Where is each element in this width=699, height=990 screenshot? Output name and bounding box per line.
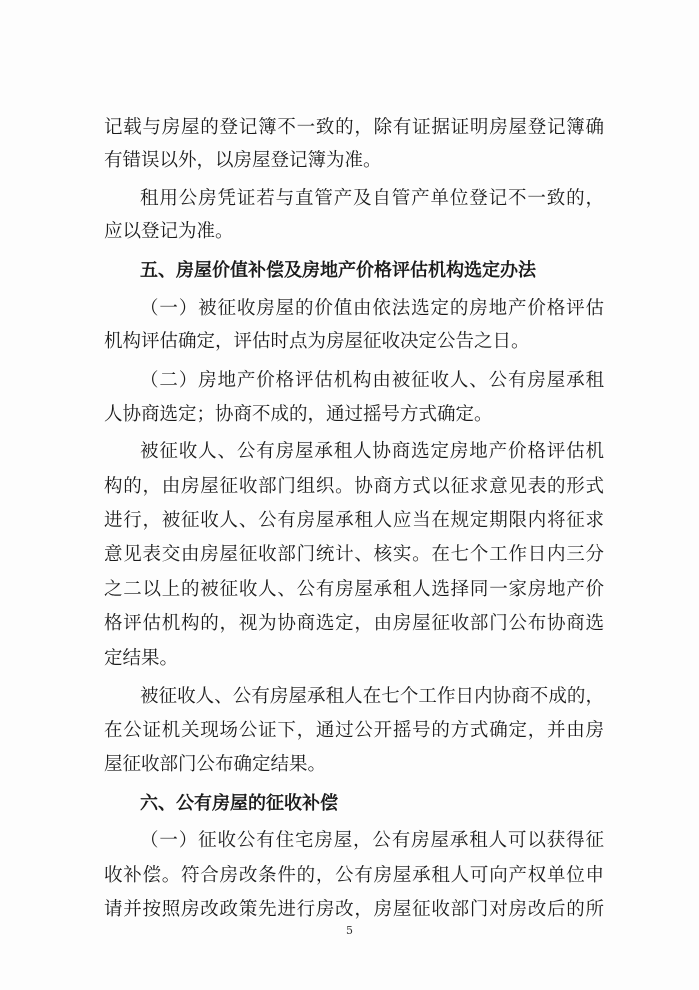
section-heading: 六、公有房屋的征收补偿: [140, 793, 338, 814]
paragraph-line: 之二以上的被征收人、公有房屋承租人选择同一家房地产价: [104, 579, 604, 600]
paragraph-line: 记载与房屋的登记簿不一致的，除有证据证明房屋登记簿确: [104, 117, 604, 138]
paragraph-line: 收补偿。符合房改条件的，公有房屋承租人可向产权单位申: [104, 865, 604, 886]
paragraph-line: （一）被征收房屋的价值由依法选定的房地产价格评估: [140, 298, 604, 319]
paragraph-line: 租用公房凭证若与直管产及自管产单位登记不一致的，: [140, 188, 604, 209]
paragraph-line: 请并按照房改政策先进行房改，房屋征收部门对房改后的所: [104, 899, 604, 920]
paragraph-line: 格评估机构的，视为协商选定，由房屋征收部门公布协商选: [104, 613, 604, 634]
page-number: 5: [346, 924, 353, 937]
paragraph-line: 机构评估确定，评估时点为房屋征收决定公告之日。: [104, 331, 530, 352]
section-heading: 五、房屋价值补偿及房地产价格评估机构选定办法: [140, 260, 536, 281]
paragraph-line: 进行，被征收人、公有房屋承租人应当在规定期限内将征求: [104, 510, 604, 531]
paragraph-line: 被征收人、公有房屋承租人协商选定房地产价格评估机: [140, 441, 604, 462]
paragraph-line: 定结果。: [104, 648, 179, 669]
paragraph-line: 应以登记为准。: [104, 221, 234, 242]
paragraph-line: （一）征收公有住宅房屋，公有房屋承租人可以获得征: [140, 830, 604, 851]
paragraph-line: 在公证机关现场公证下，通过公开摇号的方式确定，并由房: [104, 720, 604, 741]
paragraph-line: 构的，由房屋征收部门组织。协商方式以征求意见表的形式: [104, 476, 604, 497]
paragraph-line: 有错误以外，以房屋登记簿为准。: [104, 150, 382, 171]
paragraph-line: 人协商选定；协商不成的，通过摇号方式确定。: [104, 404, 493, 425]
paragraph-line: 屋征收部门公布确定结果。: [104, 754, 327, 775]
paragraph-line: （二）房地产价格评估机构由被征收人、公有房屋承租: [140, 370, 604, 391]
paragraph-line: 被征收人、公有房屋承租人在七个工作日内协商不成的，: [140, 686, 604, 707]
paragraph-line: 意见表交由房屋征收部门统计、核实。在七个工作日内三分: [104, 544, 604, 565]
